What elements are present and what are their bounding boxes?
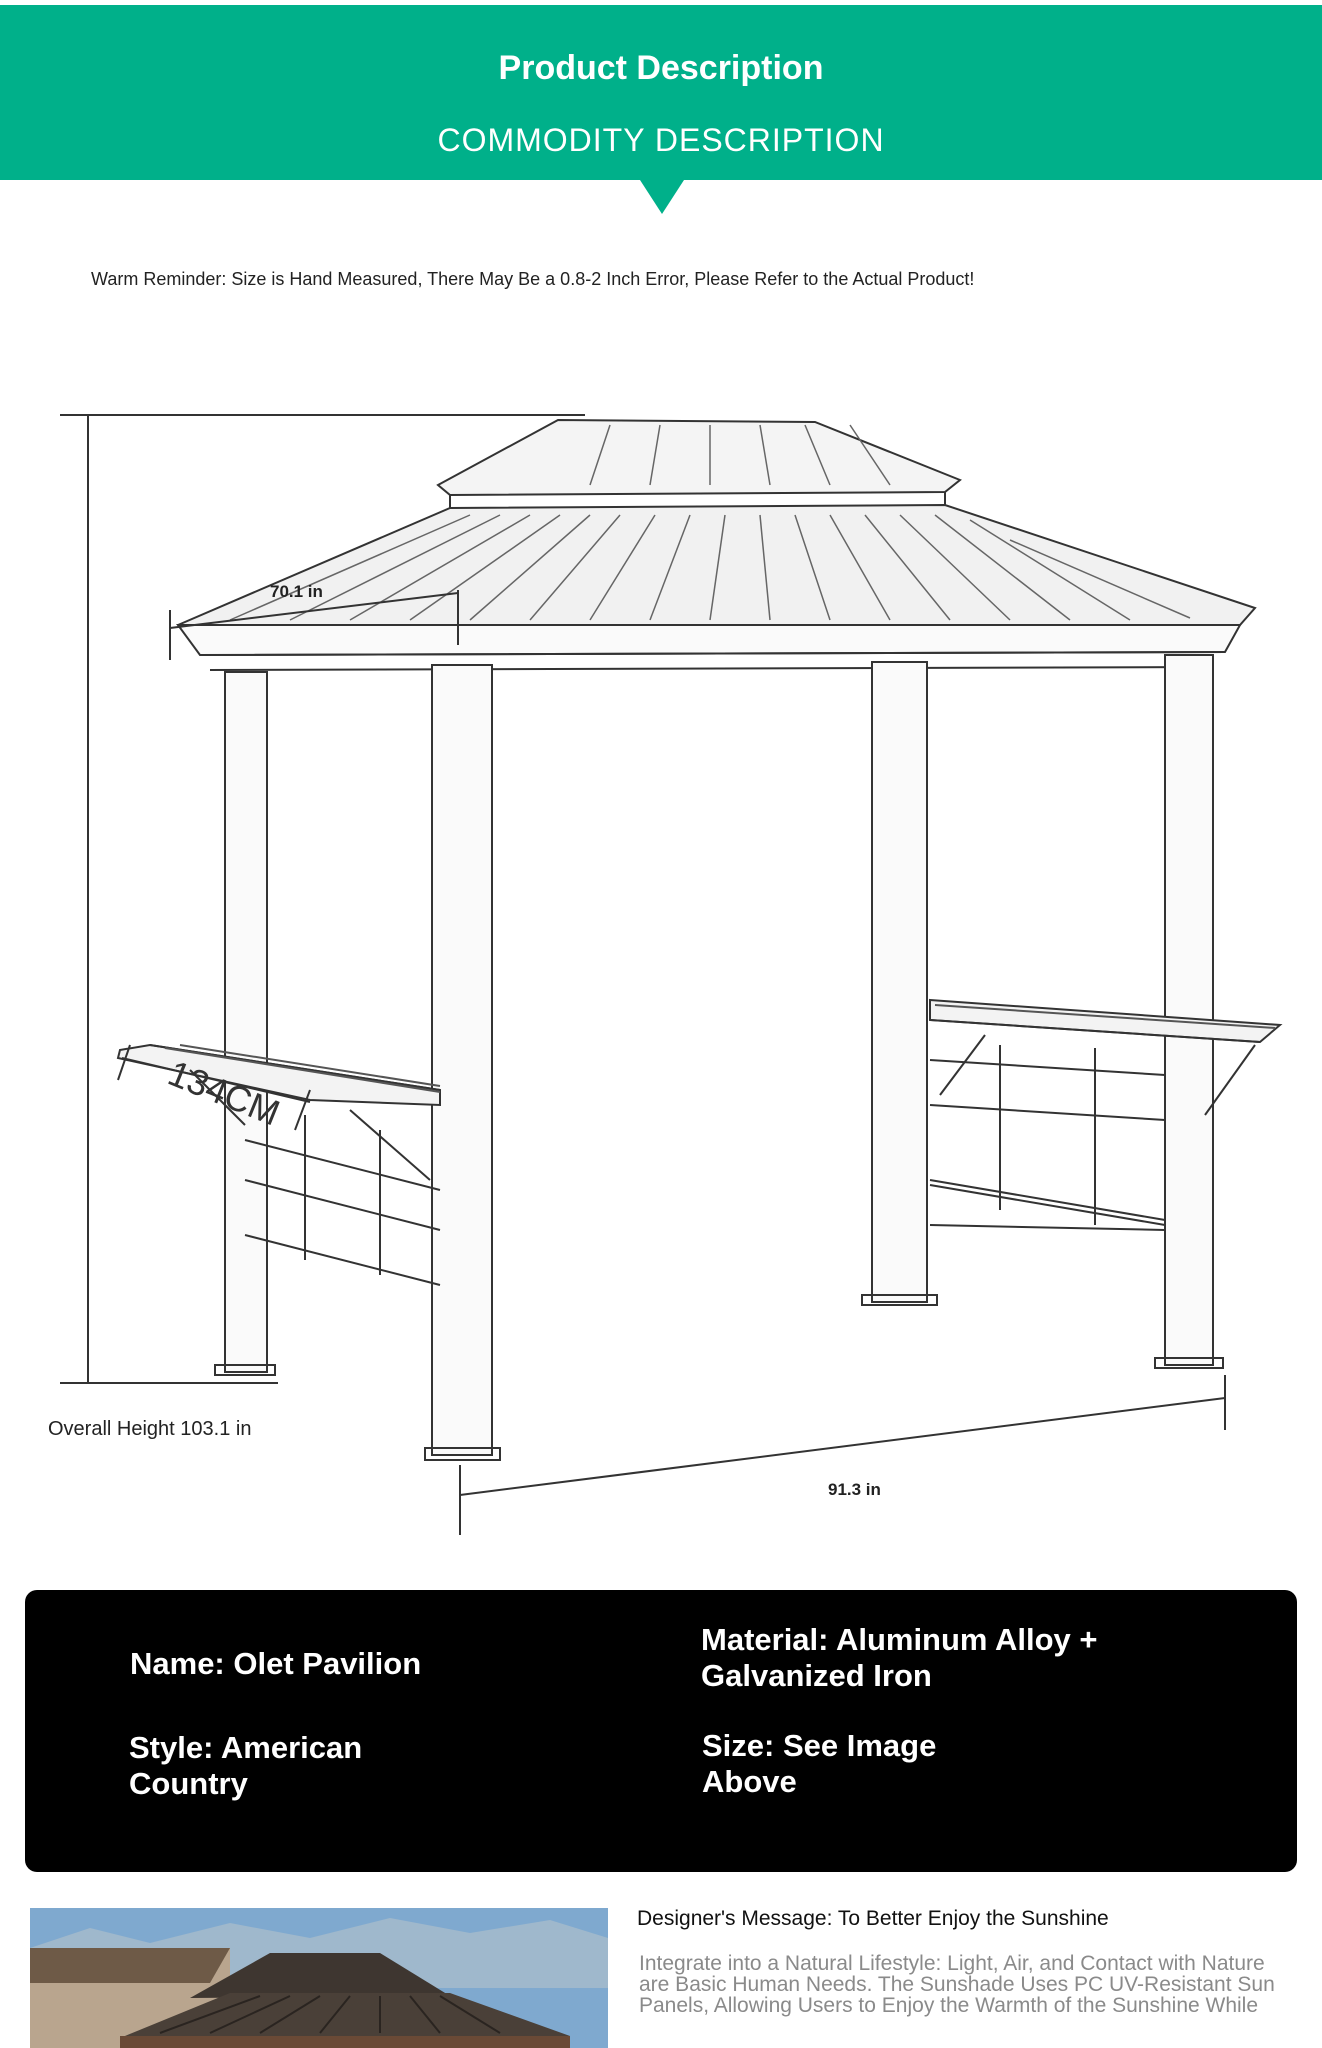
header-banner bbox=[0, 5, 1322, 180]
designer-message-title: Designer's Message: To Better Enjoy the Sunshine bbox=[637, 1907, 1109, 1930]
top-depth-label: 70.1 in bbox=[270, 582, 323, 601]
page-subtitle: COMMODITY DESCRIPTION bbox=[437, 122, 885, 158]
header-pointer-icon bbox=[640, 180, 684, 214]
overall-height-label: Overall Height 103.1 in bbox=[48, 1418, 252, 1440]
width-label: 91.3 in bbox=[828, 1480, 881, 1499]
spec-name: Name: Olet Pavilion bbox=[130, 1646, 422, 1681]
page-title: Product Description bbox=[498, 49, 824, 87]
spec-material: Material: Aluminum Alloy + Galvanized Iron bbox=[701, 1622, 1098, 1693]
spec-panel bbox=[25, 1590, 1297, 1872]
size-reminder: Warm Reminder: Size is Hand Measured, There May Be a 0.8-2 Inch Error, Please Refer to the Actual Product! bbox=[91, 269, 975, 289]
spec-size: Size: See Image Above bbox=[702, 1728, 937, 1799]
gazebo-photo bbox=[30, 1908, 608, 2048]
designer-message-body: Integrate into a Natural Lifestyle: Light, Air, and Contact with Nature are Basic Human Needs. The Sunshade Uses PC UV-Resistant Sun Panels, Allowing Users to Enjoy the Warmth of the Sunshine While bbox=[639, 1952, 1275, 2017]
gazebo-diagram bbox=[0, 380, 1322, 1550]
spec-style: Style: American Country bbox=[129, 1730, 363, 1801]
table-length-label: 134CM bbox=[162, 1052, 286, 1134]
